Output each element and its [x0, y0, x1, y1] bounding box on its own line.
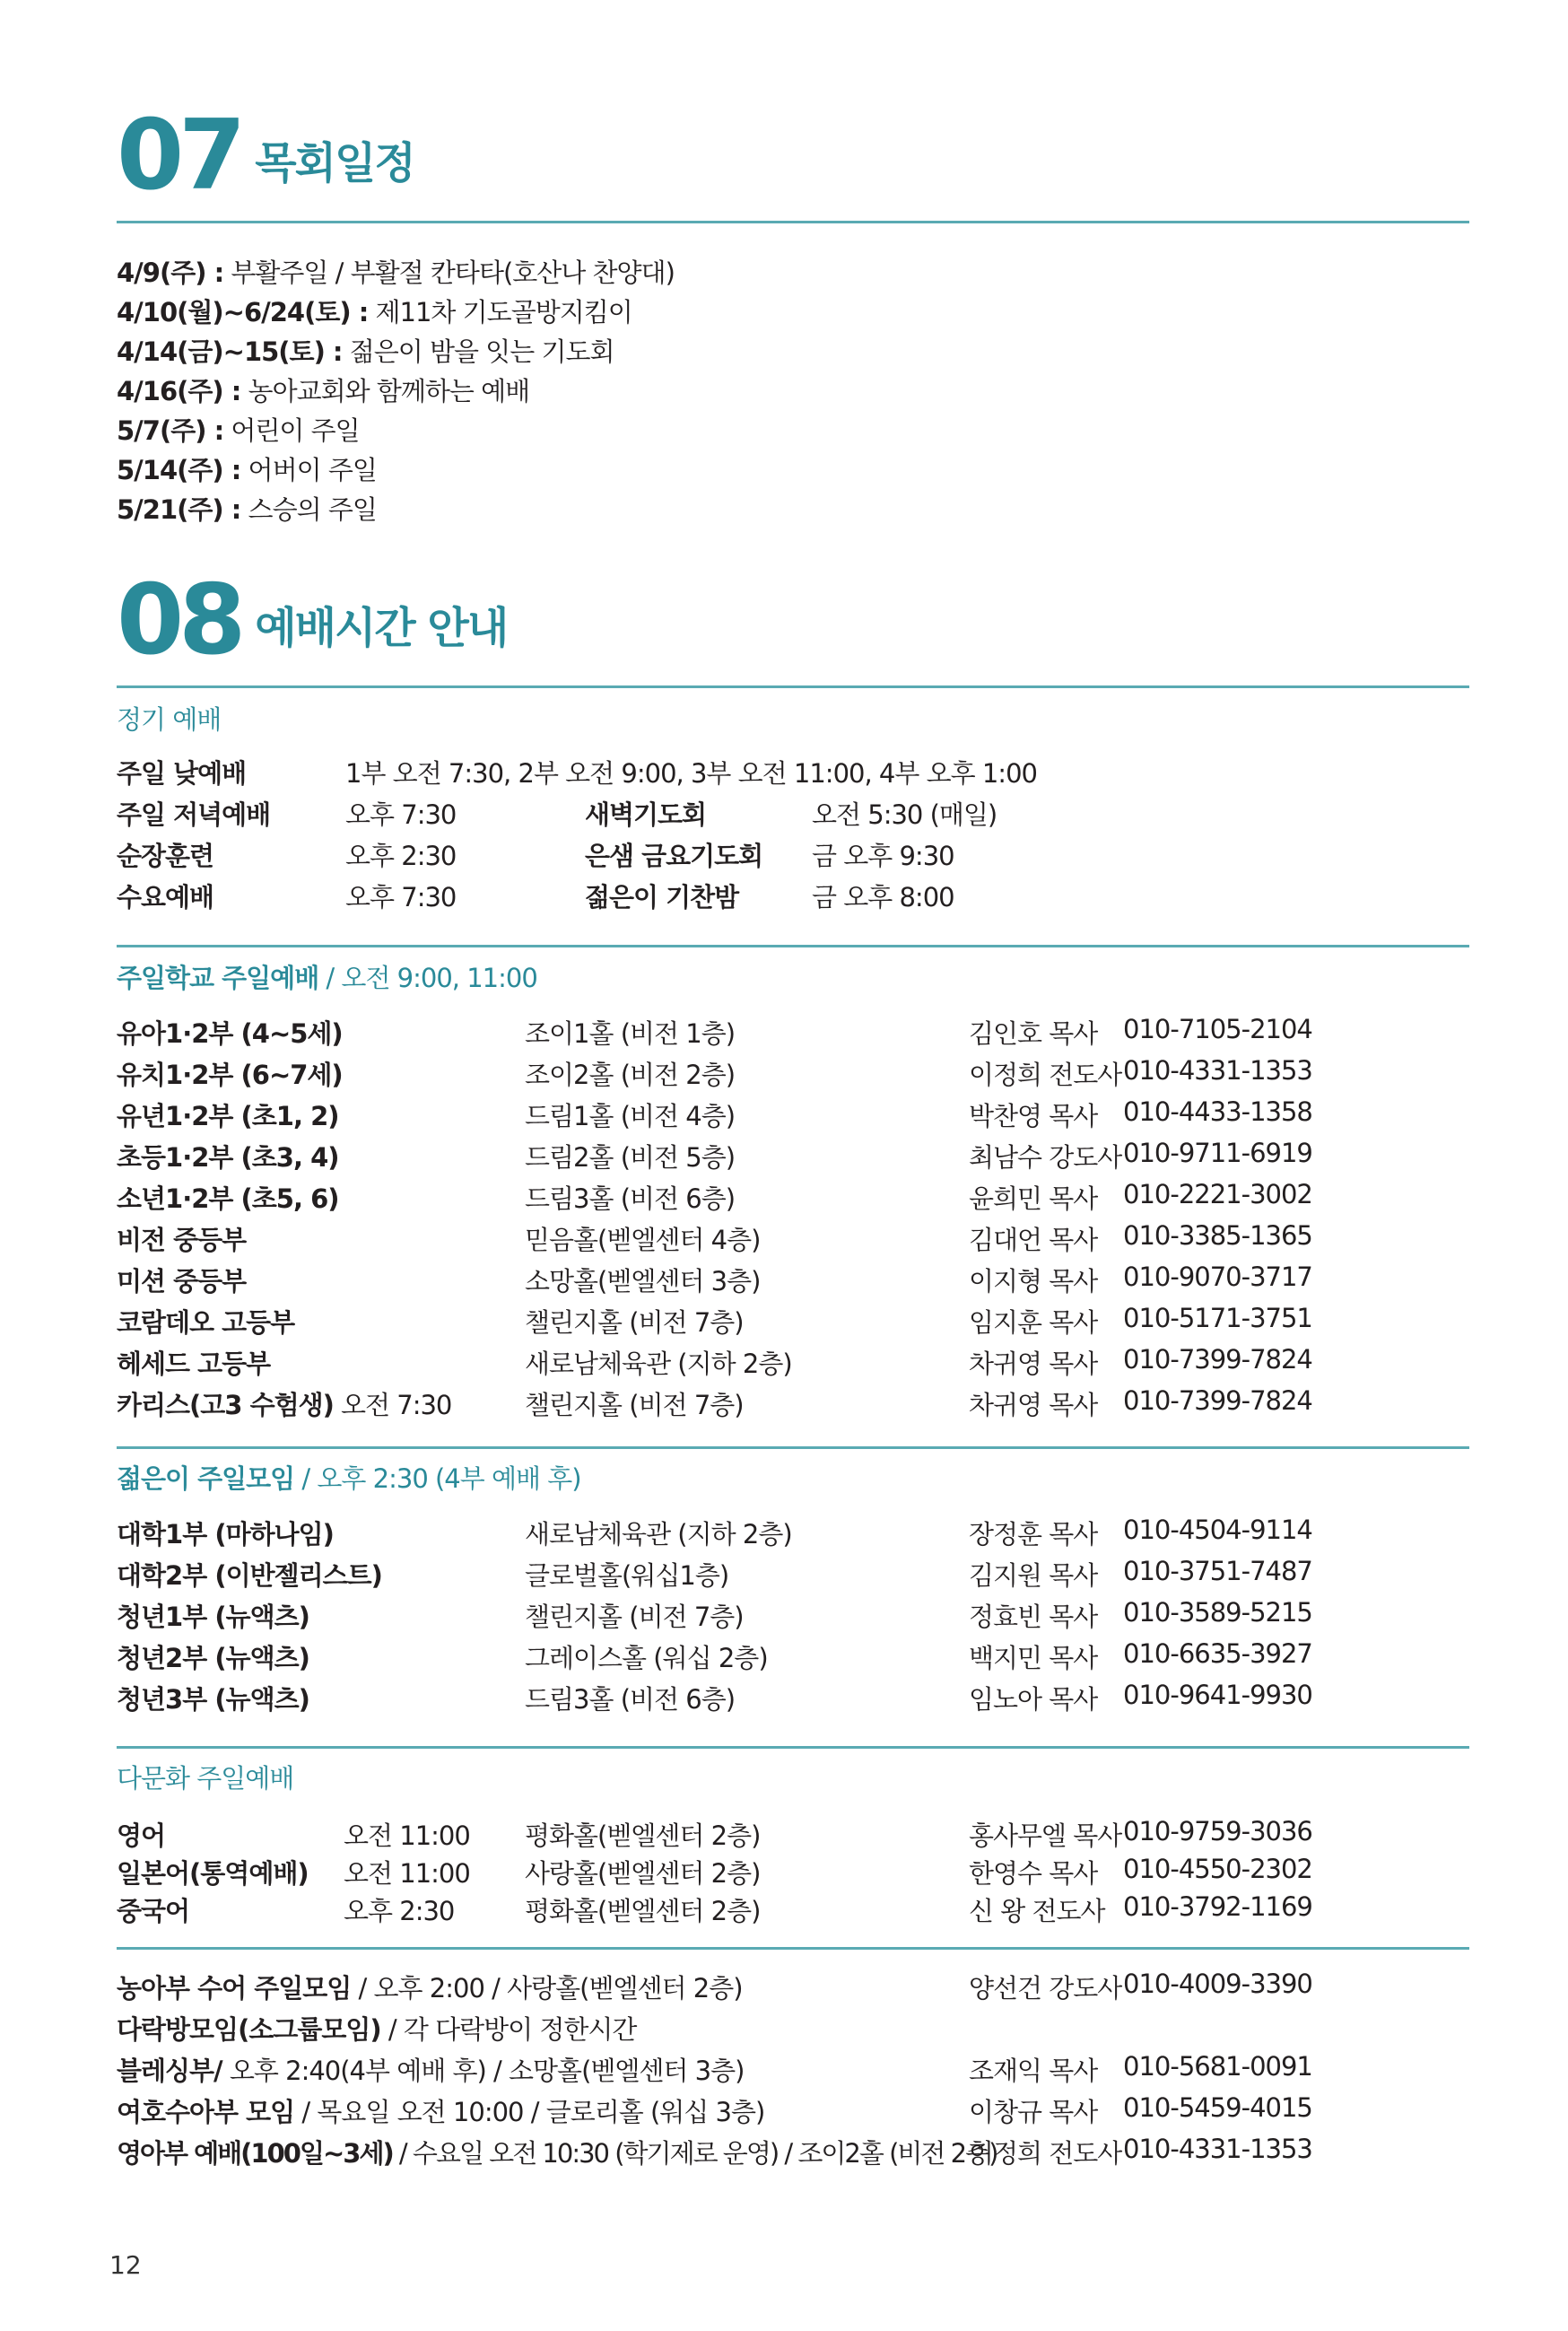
dept-name: 유아1·2부 (4~5세)	[117, 1018, 343, 1049]
place: 평화홀(벧엘센터 2층)	[525, 1896, 761, 1926]
place: 조이1홀 (비전 1층)	[525, 1018, 736, 1049]
phone: 010-9641-9930	[1123, 1680, 1312, 1710]
section-number: 07	[117, 100, 241, 212]
gathering-item: 블레싱부/ 오후 2:40(4부 예배 후) / 소망홀(벧엘센터 3층)	[117, 2056, 745, 2086]
place: 드림3홀 (비전 6층)	[525, 1183, 736, 1214]
dept-name: 헤세드 고등부	[117, 1349, 271, 1379]
service-time: 오후 7:30	[345, 882, 457, 912]
dept-name: 소년1·2부 (초5, 6)	[117, 1183, 339, 1214]
multicultural-heading: 다문화 주일예배	[117, 1763, 294, 1794]
place: 사랑홀(벧엘센터 2층)	[525, 1858, 761, 1889]
schedule-item: 5/14(주) : 어버이 주일	[117, 455, 377, 485]
phone: 010-4009-3390	[1123, 1969, 1312, 1999]
phone: 010-9759-3036	[1123, 1816, 1312, 1846]
pastor: 이창규 목사	[969, 2097, 1098, 2127]
divider	[117, 685, 1469, 688]
place: 드림1홀 (비전 4층)	[525, 1101, 736, 1131]
service-time: 오후 2:30	[345, 841, 457, 871]
pastor: 장정훈 목사	[969, 1519, 1098, 1550]
phone: 010-7399-7824	[1123, 1344, 1312, 1375]
place: 평화홀(벧엘센터 2층)	[525, 1820, 761, 1851]
place: 드림2홀 (비전 5층)	[525, 1142, 736, 1173]
phone: 010-3589-5215	[1123, 1597, 1312, 1628]
language: 영어	[117, 1820, 166, 1851]
service-time: 금 오후 9:30	[812, 841, 954, 871]
schedule-item: 5/7(주) : 어린이 주일	[117, 415, 360, 446]
pastor: 박찬영 목사	[969, 1101, 1098, 1131]
phone: 010-5681-0091	[1123, 2051, 1312, 2082]
gathering-item: 여호수아부 모임 / 목요일 오전 10:00 / 글로리홀 (워십 3층)	[117, 2097, 765, 2127]
dept-name: 카리스(고3 수험생)	[117, 1390, 334, 1420]
service-time: 1부 오전 7:30, 2부 오전 9:00, 3부 오전 11:00, 4부 오후 1:00	[345, 758, 1037, 789]
pastor: 윤희민 목사	[969, 1183, 1098, 1214]
pastor: 김대언 목사	[969, 1225, 1098, 1255]
divider	[117, 945, 1469, 947]
phone: 010-3751-7487	[1123, 1556, 1312, 1586]
service-name: 젊은이 기찬밤	[585, 882, 739, 912]
pastor: 임노아 목사	[969, 1684, 1098, 1715]
dept-name: 대학1부 (마하나임)	[117, 1519, 334, 1550]
gathering-item: 다락방모임(소그룹모임) / 각 다락방이 정한시간	[117, 2014, 637, 2045]
phone: 010-4433-1358	[1123, 1096, 1312, 1127]
phone: 010-6635-3927	[1123, 1638, 1312, 1669]
dept-name: 코람데오 고등부	[117, 1307, 295, 1338]
phone: 010-4331-1353	[1123, 1055, 1312, 1086]
youth-heading: 젊은이 주일모임 / 오후 2:30 (4부 예배 후)	[117, 1463, 581, 1494]
phone: 010-7105-2104	[1123, 1014, 1312, 1044]
pastor: 백지민 목사	[969, 1643, 1098, 1673]
phone: 010-4550-2302	[1123, 1854, 1312, 1884]
place: 글로벌홀(워십1층)	[525, 1560, 729, 1591]
place: 소망홀(벧엘센터 3층)	[525, 1266, 761, 1296]
service-time: 오후 7:30	[345, 799, 457, 830]
dept-name: 청년1부 (뉴액츠)	[117, 1602, 309, 1632]
divider	[117, 1446, 1469, 1449]
place: 챌린지홀 (비전 7층)	[525, 1602, 744, 1632]
section-07-header	[117, 100, 414, 212]
pastor: 차귀영 목사	[969, 1349, 1098, 1379]
pastor: 차귀영 목사	[969, 1390, 1098, 1420]
place: 그레이스홀 (워십 2층)	[525, 1643, 768, 1673]
language: 중국어	[117, 1896, 190, 1926]
divider	[117, 1746, 1469, 1749]
place: 새로남체육관 (지하 2층)	[525, 1519, 792, 1550]
pastor: 조재익 목사	[969, 2056, 1098, 2086]
service-time: 금 오후 8:00	[812, 882, 954, 912]
pastor: 이정희 전도사	[969, 1060, 1122, 1090]
place: 챌린지홀 (비전 7층)	[525, 1307, 744, 1338]
schedule-item: 4/9(주) : 부활주일 / 부활절 칸타타(호산나 찬양대)	[117, 258, 675, 288]
place: 조이2홀 (비전 2층)	[525, 1060, 736, 1090]
gathering-item: 농아부 수어 주일모임 / 오후 2:00 / 사랑홀(벧엘센터 2층)	[117, 1973, 743, 2004]
sunday-school-heading: 주일학교 주일예배 / 오전 9:00, 11:00	[117, 963, 537, 993]
phone: 010-5459-4015	[1123, 2092, 1312, 2123]
dept-name: 대학2부 (이반젤리스트)	[117, 1560, 382, 1591]
pastor: 임지훈 목사	[969, 1307, 1098, 1338]
pastor: 양선건 강도사	[969, 1973, 1122, 2004]
page-number: 12	[109, 2250, 142, 2280]
section-title: 예배시간 안내	[255, 603, 508, 653]
dept-name: 유치1·2부 (6~7세)	[117, 1060, 343, 1090]
service-name: 주일 저녁예배	[117, 799, 271, 830]
phone: 010-4504-9114	[1123, 1515, 1312, 1545]
pastor: 정효빈 목사	[969, 1602, 1098, 1632]
service-time: 오전 5:30 (매일)	[812, 799, 997, 830]
phone: 010-9070-3717	[1123, 1262, 1312, 1292]
dept-name: 비전 중등부	[117, 1225, 247, 1255]
service-time: 오전 11:00	[344, 1858, 470, 1889]
service-name: 주일 낮예배	[117, 758, 247, 789]
place: 드림3홀 (비전 6층)	[525, 1684, 736, 1715]
phone: 010-5171-3751	[1123, 1303, 1312, 1333]
pastor: 김지원 목사	[969, 1560, 1098, 1591]
dept-name: 미션 중등부	[117, 1266, 247, 1296]
gathering-item: 영아부 예배(100일~3세) / 수요일 오전 10:30 (학기제로 운영) / 조이2홀 (비전 2층)	[117, 2138, 997, 2169]
dept-name: 초등1·2부 (초3, 4)	[117, 1142, 339, 1173]
schedule-item: 4/14(금)~15(토) : 젊은이 밤을 잇는 기도회	[117, 336, 614, 367]
service-time: 오전 11:00	[344, 1820, 470, 1851]
service-name: 새벽기도회	[585, 799, 707, 830]
section-08-header	[117, 564, 508, 677]
pastor: 한영수 목사	[969, 1858, 1098, 1889]
dept-name: 유년1·2부 (초1, 2)	[117, 1101, 339, 1131]
pastor: 최남수 강도사	[969, 1142, 1122, 1173]
schedule-item: 5/21(주) : 스승의 주일	[117, 494, 377, 525]
schedule-list	[117, 253, 675, 529]
phone: 010-7399-7824	[1123, 1385, 1312, 1416]
place: 믿음홀(벧엘센터 4층)	[525, 1225, 761, 1255]
phone: 010-9711-6919	[1123, 1138, 1312, 1168]
place: 새로남체육관 (지하 2층)	[525, 1349, 792, 1379]
divider	[117, 1947, 1469, 1950]
pastor: 홍사무엘 목사	[969, 1820, 1122, 1851]
language: 일본어(통역예배)	[117, 1858, 309, 1889]
dept-name: 청년2부 (뉴액츠)	[117, 1643, 309, 1673]
service-name: 은샘 금요기도회	[585, 841, 763, 871]
service-time: 오전 7:30	[341, 1390, 452, 1420]
place: 챌린지홀 (비전 7층)	[525, 1390, 744, 1420]
pastor: 김인호 목사	[969, 1018, 1098, 1049]
section-title: 목회일정	[255, 138, 414, 188]
service-name: 순장훈련	[117, 841, 214, 871]
schedule-item: 4/16(주) : 농아교회와 함께하는 예배	[117, 376, 530, 406]
section-number: 08	[117, 564, 241, 677]
phone: 010-4331-1353	[1123, 2134, 1312, 2164]
phone: 010-2221-3002	[1123, 1179, 1312, 1209]
pastor: 신 왕 전도사	[969, 1896, 1105, 1926]
service-name: 수요예배	[117, 882, 214, 912]
phone: 010-3385-1365	[1123, 1220, 1312, 1251]
regular-service-heading: 정기 예배	[117, 704, 222, 735]
pastor: 이지형 목사	[969, 1266, 1098, 1296]
phone: 010-3792-1169	[1123, 1891, 1312, 1922]
service-time: 오후 2:30	[344, 1896, 455, 1926]
dept-name: 청년3부 (뉴액츠)	[117, 1684, 309, 1715]
divider	[117, 221, 1469, 223]
pastor: 이정희 전도사	[969, 2138, 1122, 2169]
schedule-item: 4/10(월)~6/24(토) : 제11차 기도골방지킴이	[117, 297, 632, 327]
